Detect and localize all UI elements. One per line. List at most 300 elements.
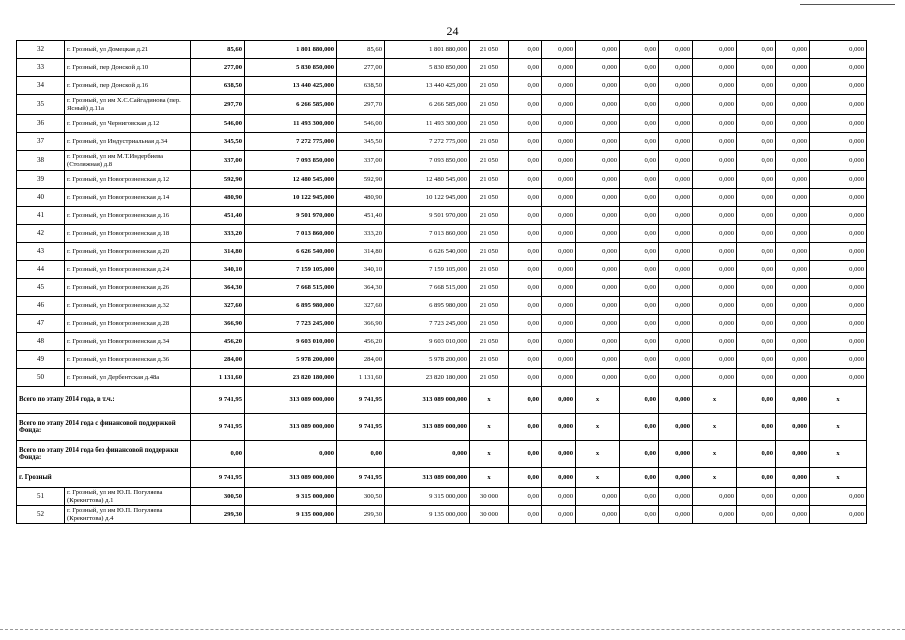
summary-value: x [693,468,737,488]
row-number: 44 [17,261,65,279]
summary-cost-funded: 313 089 000,000 [385,387,470,414]
stage-value-cell: 0,000 [659,41,693,59]
address-cell: г. Грозный, ул Новогрозненская д.24 [65,261,191,279]
stage-value-cell: 0,000 [693,59,737,77]
stage-value-cell: 0,000 [576,171,620,189]
stage-value-cell: 0,000 [576,207,620,225]
stage-value-cell: 0,000 [776,207,810,225]
table-row [17,77,867,95]
stage-value-cell: 0,00 [509,297,542,315]
stage-value-cell: 0,000 [542,225,576,243]
cost-cell: 6 626 540,000 [245,243,337,261]
summary-area-funded: 9 741,95 [337,414,385,441]
stage-value-cell: 0,000 [810,506,867,524]
cost-cell: 5 830 850,000 [245,59,337,77]
limit-cost-cell: 21 050 [470,151,509,171]
cost-funded-cell: 9 603 010,000 [385,333,470,351]
summary-value: 0,000 [659,468,693,488]
stage-value-cell: 0,00 [737,297,776,315]
limit-cost-cell: 21 050 [470,315,509,333]
summary-row [17,441,867,468]
cost-cell: 12 480 545,000 [245,171,337,189]
stage-value-cell: 0,00 [509,171,542,189]
limit-cost-cell: 30 000 [470,488,509,506]
stage-value-cell: 0,000 [659,133,693,151]
stage-value-cell: 0,000 [576,133,620,151]
area-cell: 480,90 [191,189,245,207]
address-cell: г. Грозный, ул Новогрозненская д.12 [65,171,191,189]
stage-value-cell: 0,000 [776,315,810,333]
table-row [17,59,867,77]
cost-funded-cell: 7 159 105,000 [385,261,470,279]
stage-value-cell: 0,000 [776,279,810,297]
summary-value: x [810,468,867,488]
row-number: 51 [17,488,65,506]
stage-value-cell: 0,00 [509,243,542,261]
summary-cost-funded: 313 089 000,000 [385,414,470,441]
stage-value-cell: 0,000 [576,243,620,261]
summary-label: Всего по этапу 2014 года, в т.ч.: [17,387,191,414]
stage-value-cell: 0,000 [810,151,867,171]
table-row [17,261,867,279]
summary-value: 0,00 [620,414,659,441]
stage-value-cell: 0,00 [737,369,776,387]
stage-value-cell: 0,000 [693,506,737,524]
page-footer-line [0,629,905,630]
address-cell: г. Грозный, ул им Ю.П. Погуляева (Крекнгтова) д.4 [65,506,191,524]
stage-value-cell: 0,000 [542,171,576,189]
row-number: 40 [17,189,65,207]
stage-value-cell: 0,000 [776,151,810,171]
stage-value-cell: 0,00 [737,315,776,333]
limit-cost-cell: 21 050 [470,279,509,297]
area-funded-cell: 592,90 [337,171,385,189]
stage-value-cell: 0,00 [509,77,542,95]
area-cell: 284,00 [191,351,245,369]
stage-value-cell: 0,000 [776,133,810,151]
cost-funded-cell: 9 135 000,000 [385,506,470,524]
summary-value: 0,000 [542,441,576,468]
stage-value-cell: 0,00 [620,207,659,225]
stage-value-cell: 0,000 [810,207,867,225]
stage-value-cell: 0,000 [776,95,810,115]
stage-value-cell: 0,000 [542,333,576,351]
address-cell: г. Грозный, пер Донской д.16 [65,77,191,95]
area-funded-cell: 277,00 [337,59,385,77]
area-cell: 364,30 [191,279,245,297]
table-row [17,369,867,387]
cost-funded-cell: 1 801 880,000 [385,41,470,59]
cost-cell: 7 272 775,000 [245,133,337,151]
stage-value-cell: 0,000 [659,225,693,243]
address-cell: г. Грозный, ул Новогрозненская д.16 [65,207,191,225]
stage-value-cell: 0,000 [776,77,810,95]
cost-funded-cell: 12 480 545,000 [385,171,470,189]
summary-value: 0,000 [542,468,576,488]
area-cell: 546,00 [191,115,245,133]
summary-value: 0,00 [620,441,659,468]
stage-value-cell: 0,00 [509,506,542,524]
stage-value-cell: 0,000 [542,351,576,369]
row-number: 49 [17,351,65,369]
stage-value-cell: 0,000 [659,488,693,506]
summary-value: 0,000 [776,414,810,441]
stage-value-cell: 0,000 [776,297,810,315]
cost-funded-cell: 7 723 245,000 [385,315,470,333]
stage-value-cell: 0,000 [576,151,620,171]
limit-cost-cell: 21 050 [470,41,509,59]
row-number: 47 [17,315,65,333]
stage-value-cell: 0,00 [737,151,776,171]
stage-value-cell: 0,000 [659,77,693,95]
stage-value-cell: 0,00 [620,189,659,207]
area-funded-cell: 85,60 [337,41,385,59]
area-cell: 314,80 [191,243,245,261]
limit-cost-cell: 21 050 [470,95,509,115]
area-funded-cell: 340,10 [337,261,385,279]
area-cell: 337,00 [191,151,245,171]
cost-funded-cell: 9 315 000,000 [385,488,470,506]
stage-value-cell: 0,00 [620,41,659,59]
summary-limit: x [470,387,509,414]
top-rule [800,4,895,5]
stage-value-cell: 0,00 [509,207,542,225]
summary-area-funded: 9 741,95 [337,468,385,488]
stage-value-cell: 0,00 [737,59,776,77]
summary-label: Всего по этапу 2014 года с финансовой поддержкой Фонда: [17,414,191,441]
stage-value-cell: 0,000 [576,59,620,77]
area-funded-cell: 480,90 [337,189,385,207]
stage-value-cell: 0,000 [542,151,576,171]
stage-value-cell: 0,00 [620,279,659,297]
stage-value-cell: 0,000 [576,333,620,351]
stage-value-cell: 0,000 [810,279,867,297]
address-cell: г. Грозный, ул Новогрозненская д.20 [65,243,191,261]
summary-value: 0,000 [659,414,693,441]
cost-cell: 13 440 425,000 [245,77,337,95]
summary-value: 0,00 [509,468,542,488]
row-number: 34 [17,77,65,95]
cost-funded-cell: 11 493 300,000 [385,115,470,133]
stage-value-cell: 0,000 [776,243,810,261]
row-number: 36 [17,115,65,133]
summary-value: 0,00 [620,387,659,414]
stage-value-cell: 0,00 [737,133,776,151]
row-number: 38 [17,151,65,171]
address-cell: г. Грозный, ул Новогрозненская д.34 [65,333,191,351]
area-cell: 300,50 [191,488,245,506]
table-row [17,189,867,207]
stage-value-cell: 0,000 [776,506,810,524]
summary-value: x [576,387,620,414]
summary-value: 0,000 [776,468,810,488]
stage-value-cell: 0,000 [776,189,810,207]
stage-value-cell: 0,00 [509,95,542,115]
stage-value-cell: 0,000 [776,225,810,243]
area-cell: 327,60 [191,297,245,315]
stage-value-cell: 0,00 [509,189,542,207]
row-number: 42 [17,225,65,243]
stage-value-cell: 0,000 [576,488,620,506]
summary-label: Всего по этапу 2014 года без финансовой поддержки Фонда: [17,441,191,468]
stage-value-cell: 0,00 [737,207,776,225]
stage-value-cell: 0,000 [659,95,693,115]
summary-value: 0,00 [737,387,776,414]
stage-value-cell: 0,00 [509,333,542,351]
area-cell: 85,60 [191,41,245,59]
area-funded-cell: 366,90 [337,315,385,333]
stage-value-cell: 0,000 [659,151,693,171]
stage-value-cell: 0,00 [620,333,659,351]
area-cell: 345,50 [191,133,245,151]
summary-value: x [810,387,867,414]
stage-value-cell: 0,00 [620,59,659,77]
area-funded-cell: 284,00 [337,351,385,369]
stage-value-cell: 0,00 [620,115,659,133]
stage-value-cell: 0,000 [776,171,810,189]
stage-value-cell: 0,000 [659,171,693,189]
area-funded-cell: 297,70 [337,95,385,115]
stage-value-cell: 0,000 [576,95,620,115]
stage-value-cell: 0,00 [737,351,776,369]
area-funded-cell: 451,40 [337,207,385,225]
stage-value-cell: 0,000 [693,95,737,115]
cost-cell: 7 668 515,000 [245,279,337,297]
row-number: 48 [17,333,65,351]
summary-value: x [576,414,620,441]
summary-row [17,414,867,441]
stage-value-cell: 0,00 [509,369,542,387]
cost-funded-cell: 7 013 860,000 [385,225,470,243]
stage-value-cell: 0,00 [509,59,542,77]
limit-cost-cell: 21 050 [470,369,509,387]
summary-value: 0,000 [776,441,810,468]
area-funded-cell: 456,20 [337,333,385,351]
stage-value-cell: 0,000 [810,243,867,261]
address-cell: г. Грозный, ул Новогрозненская д.18 [65,225,191,243]
summary-value: x [576,441,620,468]
cost-cell: 6 895 980,000 [245,297,337,315]
stage-value-cell: 0,000 [693,207,737,225]
summary-area: 9 741,95 [191,414,245,441]
stage-value-cell: 0,000 [810,115,867,133]
row-number: 39 [17,171,65,189]
summary-area-funded: 9 741,95 [337,387,385,414]
summary-cost: 313 089 000,000 [245,387,337,414]
stage-value-cell: 0,000 [693,351,737,369]
stage-value-cell: 0,000 [576,189,620,207]
stage-value-cell: 0,000 [693,115,737,133]
area-funded-cell: 333,20 [337,225,385,243]
address-cell: г. Грозный, ул Домецкая д.21 [65,41,191,59]
stage-value-cell: 0,00 [620,171,659,189]
cost-funded-cell: 13 440 425,000 [385,77,470,95]
stage-value-cell: 0,000 [542,95,576,115]
page-number: 24 [446,24,459,38]
stage-value-cell: 0,000 [810,297,867,315]
table-row [17,151,867,171]
summary-value: 0,000 [542,414,576,441]
stage-value-cell: 0,000 [576,225,620,243]
table-row [17,133,867,151]
stage-value-cell: 0,000 [776,59,810,77]
cost-cell: 11 493 300,000 [245,115,337,133]
stage-value-cell: 0,000 [576,297,620,315]
stage-value-cell: 0,00 [620,77,659,95]
limit-cost-cell: 21 050 [470,171,509,189]
stage-value-cell: 0,00 [737,225,776,243]
stage-value-cell: 0,00 [620,315,659,333]
stage-value-cell: 0,00 [509,351,542,369]
stage-value-cell: 0,000 [810,369,867,387]
stage-value-cell: 0,000 [659,297,693,315]
stage-value-cell: 0,00 [620,243,659,261]
stage-value-cell: 0,000 [693,189,737,207]
address-cell: г. Грозный, ул им Х.С.Сайгадинова (пер. Ясный) д.11а [65,95,191,115]
stage-value-cell: 0,000 [693,333,737,351]
area-funded-cell: 345,50 [337,133,385,151]
stage-value-cell: 0,00 [737,115,776,133]
stage-value-cell: 0,00 [737,243,776,261]
area-cell: 638,50 [191,77,245,95]
stage-value-cell: 0,000 [693,225,737,243]
stage-value-cell: 0,000 [776,261,810,279]
cost-cell: 23 820 180,000 [245,369,337,387]
cost-cell: 7 723 245,000 [245,315,337,333]
stage-value-cell: 0,000 [576,279,620,297]
area-funded-cell: 327,60 [337,297,385,315]
table-row [17,95,867,115]
stage-value-cell: 0,000 [542,261,576,279]
row-number: 41 [17,207,65,225]
summary-value: x [810,441,867,468]
row-number: 33 [17,59,65,77]
cost-cell: 9 501 970,000 [245,207,337,225]
summary-value: x [810,414,867,441]
stage-value-cell: 0,000 [776,333,810,351]
stage-value-cell: 0,000 [810,261,867,279]
row-number: 37 [17,133,65,151]
limit-cost-cell: 21 050 [470,225,509,243]
stage-value-cell: 0,000 [810,225,867,243]
stage-value-cell: 0,000 [576,115,620,133]
stage-value-cell: 0,00 [737,279,776,297]
stage-value-cell: 0,000 [576,77,620,95]
cost-funded-cell: 5 978 200,000 [385,351,470,369]
summary-value: x [693,441,737,468]
summary-cost: 313 089 000,000 [245,414,337,441]
stage-value-cell: 0,000 [542,207,576,225]
stage-value-cell: 0,000 [693,369,737,387]
summary-area: 9 741,95 [191,468,245,488]
summary-value: 0,000 [659,441,693,468]
stage-value-cell: 0,00 [509,41,542,59]
stage-value-cell: 0,000 [693,41,737,59]
stage-value-cell: 0,00 [509,151,542,171]
summary-area: 0,00 [191,441,245,468]
stage-value-cell: 0,000 [542,488,576,506]
summary-value: 0,00 [620,468,659,488]
stage-value-cell: 0,000 [659,369,693,387]
area-funded-cell: 300,50 [337,488,385,506]
stage-value-cell: 0,00 [737,488,776,506]
table-row [17,297,867,315]
stage-value-cell: 0,000 [659,243,693,261]
summary-cost-funded: 313 089 000,000 [385,468,470,488]
summary-value: 0,000 [776,387,810,414]
area-cell: 333,20 [191,225,245,243]
stage-value-cell: 0,00 [620,225,659,243]
area-cell: 592,90 [191,171,245,189]
stage-value-cell: 0,00 [509,279,542,297]
stage-value-cell: 0,00 [737,95,776,115]
stage-value-cell: 0,000 [693,297,737,315]
stage-value-cell: 0,000 [576,315,620,333]
cost-funded-cell: 5 830 850,000 [385,59,470,77]
stage-value-cell: 0,000 [659,59,693,77]
cost-funded-cell: 7 093 850,000 [385,151,470,171]
limit-cost-cell: 21 050 [470,189,509,207]
cost-cell: 9 603 010,000 [245,333,337,351]
stage-value-cell: 0,000 [693,151,737,171]
stage-value-cell: 0,000 [542,315,576,333]
cost-funded-cell: 6 895 980,000 [385,297,470,315]
stage-value-cell: 0,000 [776,115,810,133]
table-row [17,279,867,297]
row-number: 45 [17,279,65,297]
stage-value-cell: 0,000 [693,315,737,333]
table-row [17,207,867,225]
stage-value-cell: 0,00 [737,261,776,279]
stage-value-cell: 0,00 [737,333,776,351]
table-row [17,333,867,351]
stage-value-cell: 0,000 [659,207,693,225]
stage-value-cell: 0,000 [659,279,693,297]
address-cell: г. Грозный, ул им М.Т.Индербиева (Столяжная) д.8 [65,151,191,171]
stage-value-cell: 0,000 [542,59,576,77]
stage-value-cell: 0,00 [509,488,542,506]
area-funded-cell: 638,50 [337,77,385,95]
cost-funded-cell: 9 501 970,000 [385,207,470,225]
row-number: 32 [17,41,65,59]
stage-value-cell: 0,000 [810,59,867,77]
area-funded-cell: 546,00 [337,115,385,133]
stage-value-cell: 0,00 [509,115,542,133]
table-row [17,315,867,333]
city-total-row [17,468,867,488]
stage-value-cell: 0,000 [810,95,867,115]
stage-value-cell: 0,000 [810,351,867,369]
summary-value: 0,00 [737,441,776,468]
stage-value-cell: 0,00 [737,171,776,189]
row-number: 50 [17,369,65,387]
stage-value-cell: 0,00 [509,261,542,279]
limit-cost-cell: 21 050 [470,115,509,133]
address-cell: г. Грозный, ул Новогрозненская д.32 [65,297,191,315]
table-row [17,41,867,59]
area-cell: 456,20 [191,333,245,351]
stage-value-cell: 0,00 [620,369,659,387]
address-cell: г. Грозный, ул Черниговская д.12 [65,115,191,133]
summary-row [17,387,867,414]
area-funded-cell: 299,30 [337,506,385,524]
cost-funded-cell: 23 820 180,000 [385,369,470,387]
stage-value-cell: 0,00 [620,95,659,115]
stage-value-cell: 0,000 [542,41,576,59]
cost-cell: 7 159 105,000 [245,261,337,279]
stage-value-cell: 0,000 [776,41,810,59]
summary-value: 0,00 [509,387,542,414]
